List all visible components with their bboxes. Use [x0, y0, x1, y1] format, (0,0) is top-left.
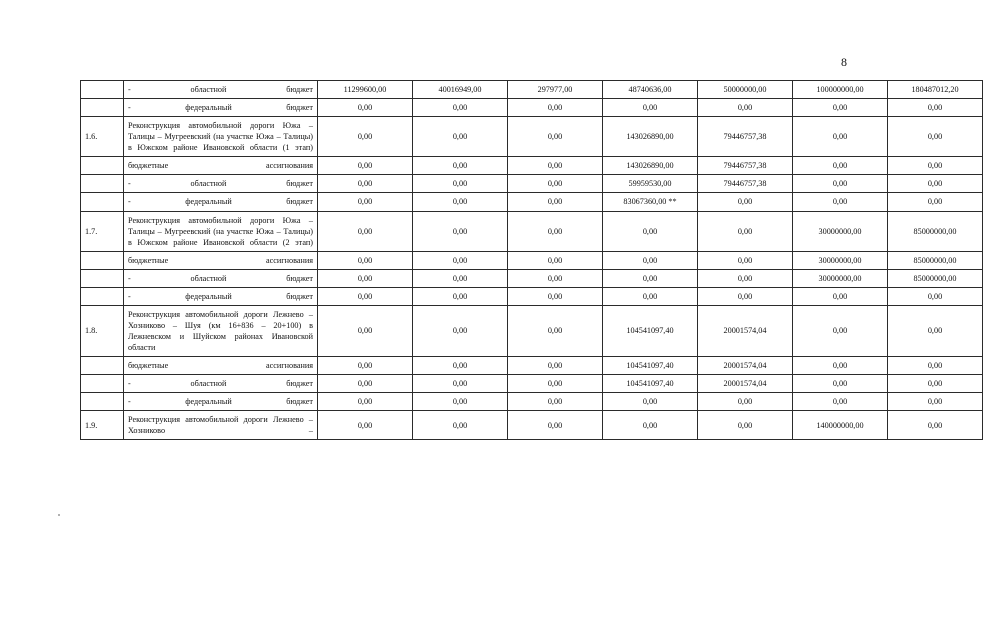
row-value-cell: 104541097,40: [603, 305, 698, 356]
row-value-cell: 79446757,38: [698, 175, 793, 193]
row-value-cell: 0,00: [888, 157, 983, 175]
row-value-cell: 0,00: [793, 357, 888, 375]
row-value-cell: 0,00: [888, 411, 983, 440]
row-number-cell: [81, 375, 124, 393]
row-value-cell: 104541097,40: [603, 375, 698, 393]
row-value-cell: 0,00: [318, 305, 413, 356]
row-value-cell: 0,00: [888, 357, 983, 375]
row-number-cell: 1.7.: [81, 211, 124, 251]
table-row: [81, 81, 983, 99]
row-value-cell: 0,00: [508, 175, 603, 193]
row-value-cell: 0,00: [318, 357, 413, 375]
table-row: [81, 269, 983, 287]
table-row: [81, 305, 983, 356]
row-value-cell: 0,00: [603, 251, 698, 269]
row-name-cell: - федеральный бюджет: [124, 99, 318, 117]
row-value-cell: 0,00: [318, 251, 413, 269]
row-value-cell: 0,00: [603, 211, 698, 251]
row-value-cell: 0,00: [603, 411, 698, 440]
row-value-cell: 140000000,00: [793, 411, 888, 440]
row-value-cell: 83067360,00 **: [603, 193, 698, 211]
row-value-cell: 20001574,04: [698, 357, 793, 375]
row-name-cell: Реконструкция автомобильной дороги Южа – Талицы – Мугреевский (на участке Южа – Талицы) в Южском районе Ивановской области (1 этап): [124, 117, 318, 157]
row-value-cell: 0,00: [793, 157, 888, 175]
row-value-cell: 0,00: [888, 175, 983, 193]
row-value-cell: 0,00: [698, 393, 793, 411]
table-row: [81, 157, 983, 175]
row-value-cell: 100000000,00: [793, 81, 888, 99]
table-row: [81, 287, 983, 305]
row-value-cell: 0,00: [888, 393, 983, 411]
row-number-cell: [81, 157, 124, 175]
row-name-cell: - федеральный бюджет: [124, 393, 318, 411]
row-value-cell: 30000000,00: [793, 251, 888, 269]
row-value-cell: 0,00: [413, 193, 508, 211]
row-number-cell: [81, 251, 124, 269]
row-value-cell: 0,00: [603, 287, 698, 305]
row-value-cell: 30000000,00: [793, 269, 888, 287]
row-value-cell: 50000000,00: [698, 81, 793, 99]
row-name-cell: - областной бюджет: [124, 81, 318, 99]
row-value-cell: 0,00: [793, 193, 888, 211]
row-value-cell: 0,00: [413, 211, 508, 251]
row-value-cell: 85000000,00: [888, 269, 983, 287]
row-value-cell: 0,00: [698, 193, 793, 211]
row-number-cell: [81, 81, 124, 99]
row-value-cell: 0,00: [888, 117, 983, 157]
row-value-cell: 0,00: [698, 287, 793, 305]
table-row: [81, 357, 983, 375]
row-value-cell: 143026890,00: [603, 157, 698, 175]
row-value-cell: 0,00: [508, 287, 603, 305]
row-number-cell: [81, 287, 124, 305]
table-row: [81, 175, 983, 193]
row-name-cell: - федеральный бюджет: [124, 287, 318, 305]
row-value-cell: 0,00: [413, 157, 508, 175]
row-value-cell: 0,00: [793, 175, 888, 193]
row-number-cell: [81, 99, 124, 117]
row-number-cell: 1.9.: [81, 411, 124, 440]
row-value-cell: 104541097,40: [603, 357, 698, 375]
row-value-cell: 0,00: [508, 375, 603, 393]
row-value-cell: 30000000,00: [793, 211, 888, 251]
row-value-cell: 0,00: [793, 287, 888, 305]
row-value-cell: 0,00: [698, 99, 793, 117]
row-name-cell: бюджетные ассигнования: [124, 157, 318, 175]
row-value-cell: 0,00: [413, 117, 508, 157]
row-value-cell: 0,00: [508, 99, 603, 117]
row-number-cell: [81, 175, 124, 193]
row-value-cell: 79446757,38: [698, 117, 793, 157]
row-value-cell: 48740636,00: [603, 81, 698, 99]
row-value-cell: 0,00: [888, 193, 983, 211]
row-value-cell: 20001574,04: [698, 305, 793, 356]
table-row: [81, 411, 983, 440]
row-value-cell: 0,00: [508, 269, 603, 287]
row-value-cell: 0,00: [413, 411, 508, 440]
budget-table: [80, 80, 983, 440]
row-value-cell: 0,00: [508, 117, 603, 157]
row-value-cell: 180487012,20: [888, 81, 983, 99]
row-name-cell: - областной бюджет: [124, 175, 318, 193]
row-value-cell: 0,00: [318, 211, 413, 251]
row-value-cell: 0,00: [698, 211, 793, 251]
page-number: 8: [841, 55, 847, 69]
row-value-cell: 0,00: [508, 305, 603, 356]
row-name-cell: Реконструкция автомобильной дороги Лежнево – Хозниково –: [124, 411, 318, 440]
row-value-cell: 59959530,00: [603, 175, 698, 193]
row-value-cell: 85000000,00: [888, 251, 983, 269]
row-value-cell: 0,00: [888, 99, 983, 117]
row-value-cell: 143026890,00: [603, 117, 698, 157]
row-value-cell: 0,00: [318, 393, 413, 411]
row-value-cell: 0,00: [318, 193, 413, 211]
row-value-cell: 0,00: [413, 287, 508, 305]
budget-table-body: [81, 81, 983, 440]
row-value-cell: 297977,00: [508, 81, 603, 99]
row-value-cell: 0,00: [793, 305, 888, 356]
row-value-cell: 0,00: [413, 269, 508, 287]
table-row: [81, 375, 983, 393]
row-value-cell: 0,00: [318, 269, 413, 287]
row-value-cell: 0,00: [413, 305, 508, 356]
row-value-cell: 0,00: [318, 157, 413, 175]
row-value-cell: 0,00: [318, 287, 413, 305]
row-value-cell: 0,00: [508, 357, 603, 375]
row-number-cell: [81, 357, 124, 375]
row-value-cell: 0,00: [413, 251, 508, 269]
row-value-cell: 0,00: [888, 305, 983, 356]
row-value-cell: 0,00: [413, 357, 508, 375]
row-value-cell: 0,00: [603, 393, 698, 411]
row-value-cell: 79446757,38: [698, 157, 793, 175]
page-artifact-dot: [58, 514, 60, 516]
row-value-cell: 85000000,00: [888, 211, 983, 251]
row-value-cell: 0,00: [413, 175, 508, 193]
row-value-cell: 0,00: [318, 375, 413, 393]
row-name-cell: бюджетные ассигнования: [124, 357, 318, 375]
row-value-cell: 0,00: [603, 99, 698, 117]
row-value-cell: 0,00: [318, 411, 413, 440]
row-value-cell: 20001574,04: [698, 375, 793, 393]
table-row: [81, 211, 983, 251]
row-number-cell: [81, 393, 124, 411]
row-value-cell: 11299600,00: [318, 81, 413, 99]
table-row: [81, 393, 983, 411]
table-row: [81, 99, 983, 117]
row-value-cell: 0,00: [413, 393, 508, 411]
table-row: [81, 193, 983, 211]
row-number-cell: [81, 269, 124, 287]
row-value-cell: 0,00: [793, 393, 888, 411]
row-value-cell: 40016949,00: [413, 81, 508, 99]
row-name-cell: бюджетные ассигнования: [124, 251, 318, 269]
row-value-cell: 0,00: [793, 375, 888, 393]
row-name-cell: - областной бюджет: [124, 375, 318, 393]
row-name-cell: Реконструкция автомобильной дороги Лежнево – Хозниково – Шуя (км 16+836 – 20+100) в Лежневском и Шуйском районах Ивановской области: [124, 305, 318, 356]
row-value-cell: 0,00: [318, 99, 413, 117]
row-value-cell: 0,00: [888, 375, 983, 393]
row-value-cell: 0,00: [508, 251, 603, 269]
row-value-cell: 0,00: [413, 375, 508, 393]
row-number-cell: [81, 193, 124, 211]
row-value-cell: 0,00: [508, 157, 603, 175]
table-row: [81, 117, 983, 157]
table-row: [81, 251, 983, 269]
row-value-cell: 0,00: [698, 411, 793, 440]
row-value-cell: 0,00: [508, 193, 603, 211]
row-name-cell: - федеральный бюджет: [124, 193, 318, 211]
row-value-cell: 0,00: [888, 287, 983, 305]
row-value-cell: 0,00: [508, 411, 603, 440]
row-value-cell: 0,00: [318, 175, 413, 193]
row-value-cell: 0,00: [698, 251, 793, 269]
row-name-cell: - областной бюджет: [124, 269, 318, 287]
row-value-cell: 0,00: [508, 211, 603, 251]
row-value-cell: 0,00: [793, 117, 888, 157]
row-value-cell: 0,00: [793, 99, 888, 117]
budget-table-container: [80, 80, 959, 440]
row-value-cell: 0,00: [318, 117, 413, 157]
row-number-cell: 1.8.: [81, 305, 124, 356]
row-name-cell: Реконструкция автомобильной дороги Южа – Талицы – Мугреевский (на участке Южа – Талицы) в Южском районе Ивановской области (2 этап): [124, 211, 318, 251]
row-number-cell: 1.6.: [81, 117, 124, 157]
row-value-cell: 0,00: [603, 269, 698, 287]
row-value-cell: 0,00: [508, 393, 603, 411]
row-value-cell: 0,00: [413, 99, 508, 117]
row-value-cell: 0,00: [698, 269, 793, 287]
